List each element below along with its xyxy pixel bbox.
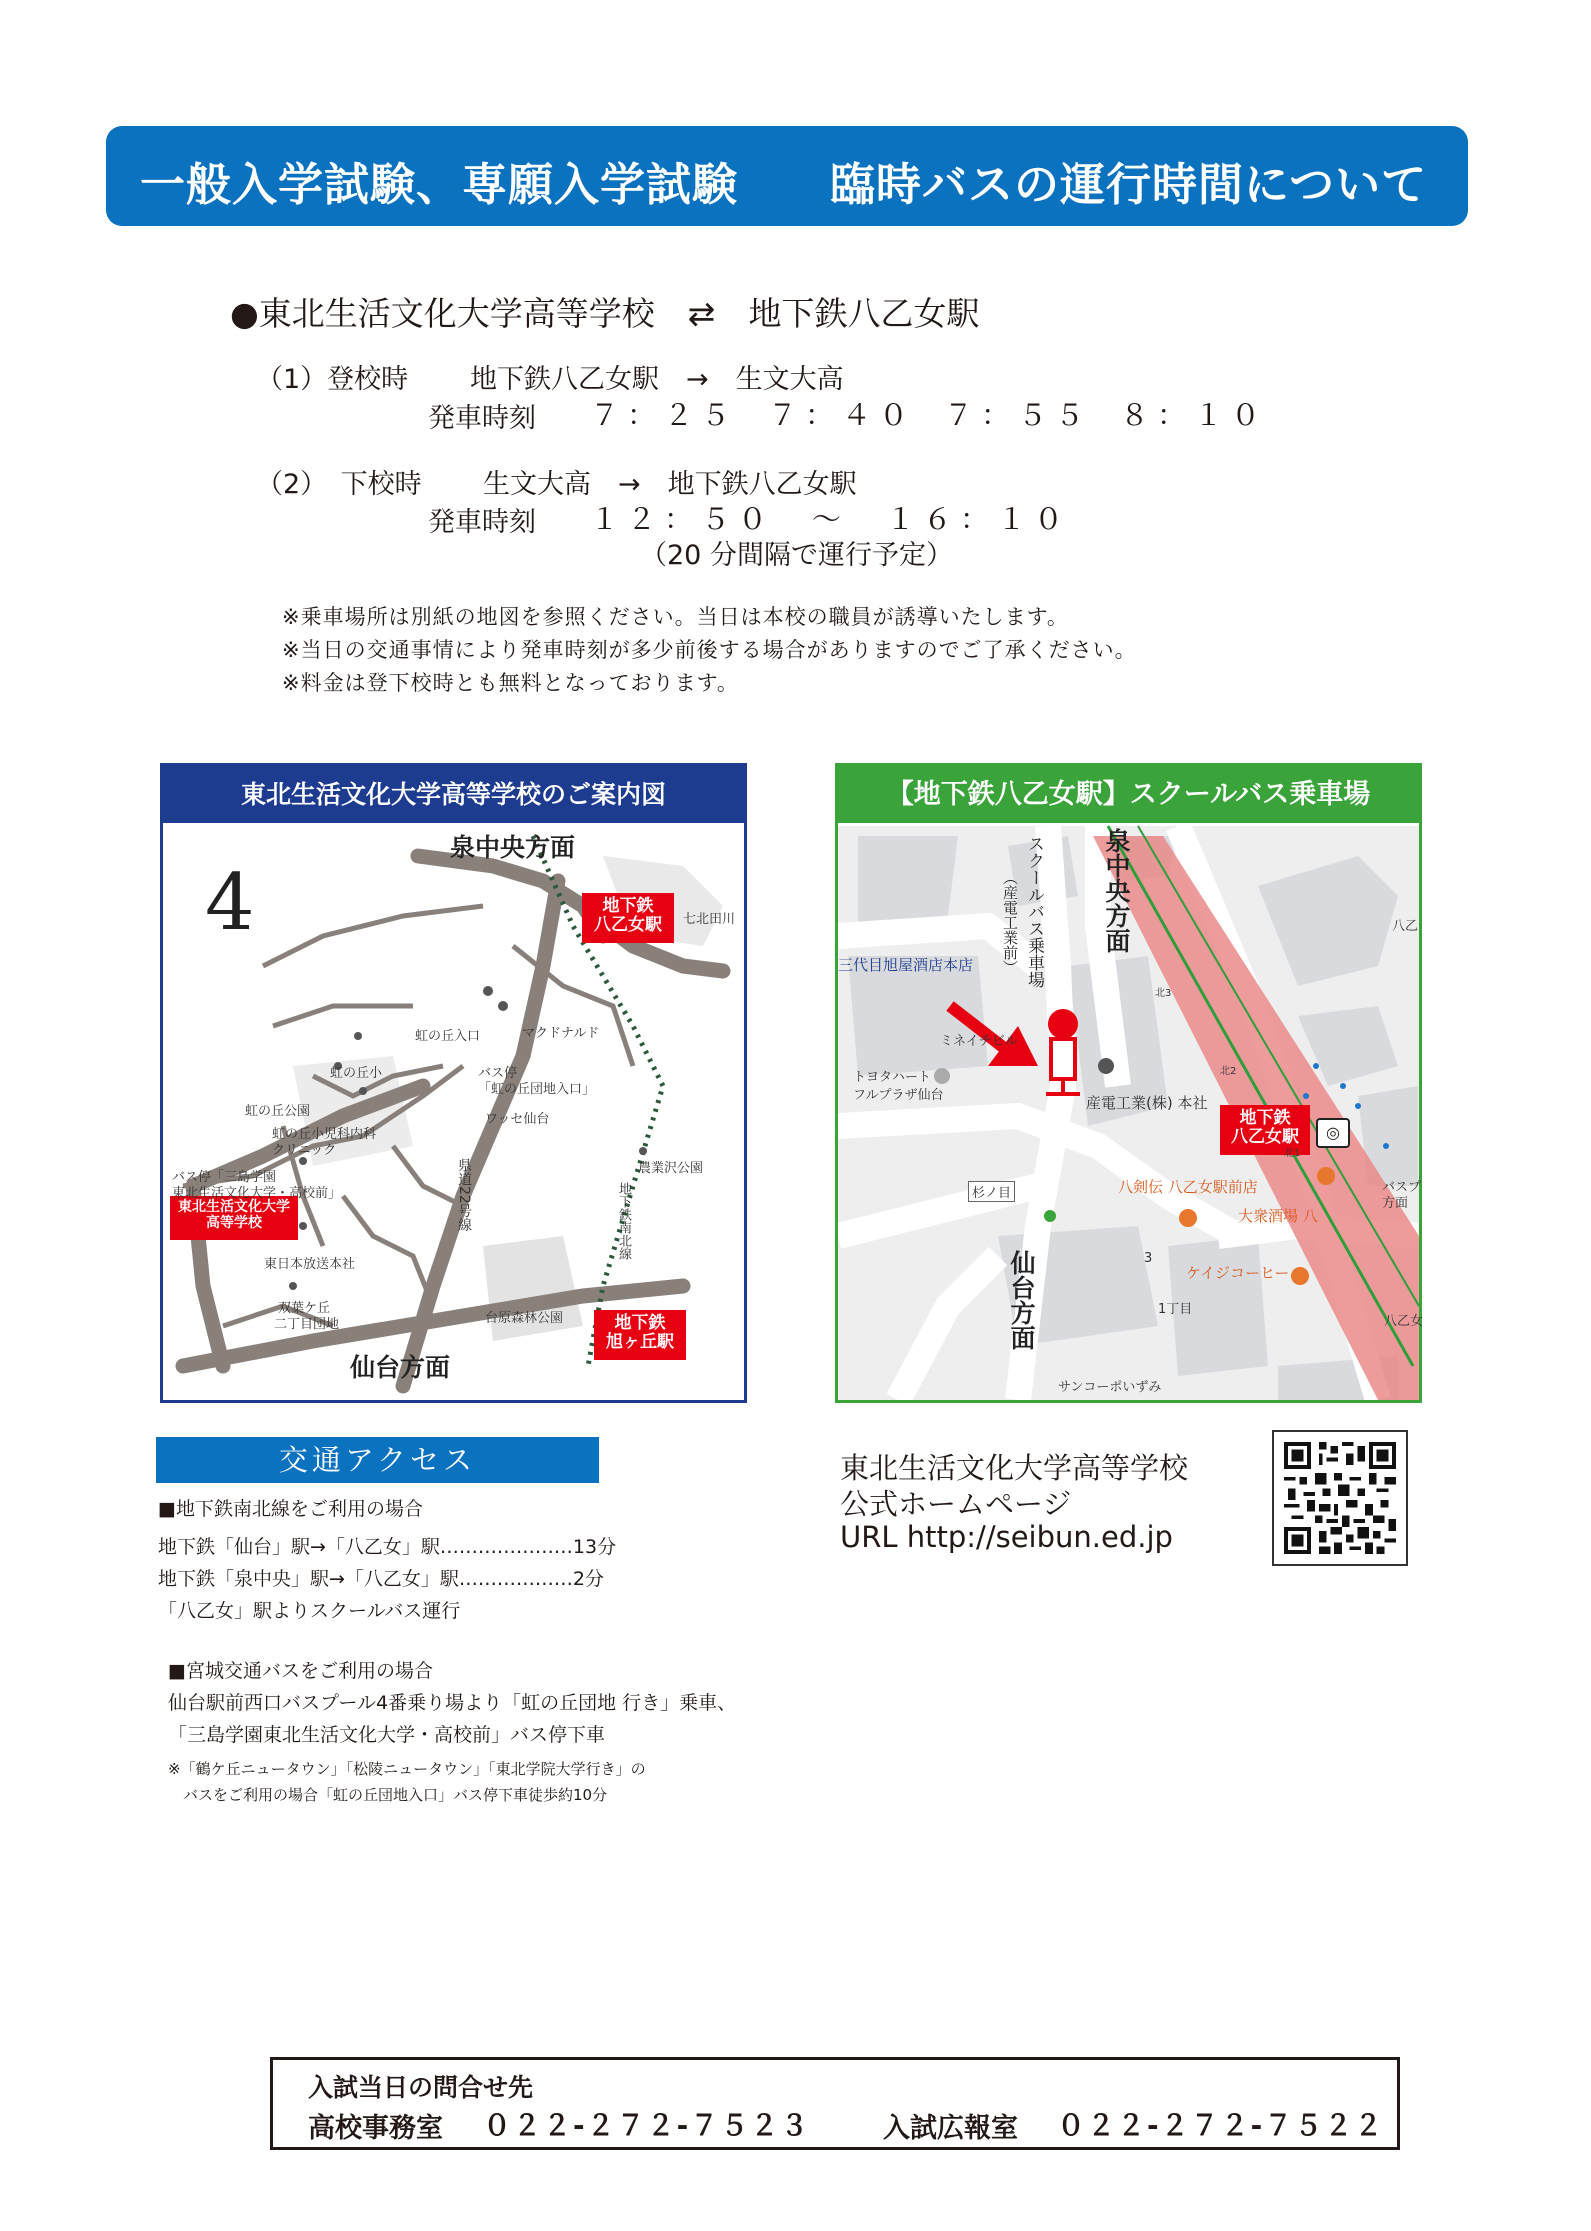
trip2-route: 生文大高 → 地下鉄八乙女駅 xyxy=(483,469,857,500)
homepage-line-1: 東北生活文化大学高等学校 xyxy=(840,1451,1189,1485)
qr-code-icon[interactable] xyxy=(1272,1430,1408,1566)
map-right-dir-top: 泉中央方面 xyxy=(1102,828,1131,953)
label-nijinooka-iriguchi: 虹の丘入口 xyxy=(415,1029,481,1044)
school-map-title: 東北生活文化大学高等学校のご案内図 xyxy=(163,766,744,823)
label-sofuu-2: 二丁目団地 xyxy=(274,1317,340,1332)
map-right-station-yaotome: 地下鉄 八乙女駅 xyxy=(1220,1105,1310,1155)
access-subway-line-2: 地下鉄「泉中央」駅→「八乙女」駅………………2分 xyxy=(158,1568,605,1590)
access-bus-line-2: 「三島学園東北生活文化大学・高校前」バス停下車 xyxy=(168,1724,606,1746)
note-1: ※乗車場所は別紙の地図を参照ください。当日は本校の職員が誘導いたします。 xyxy=(282,605,1069,629)
label-north-1: 北1 xyxy=(1284,1148,1301,1159)
access-bus-heading: ■宮城交通バスをご利用の場合 xyxy=(168,1660,433,1682)
label-hachiken: 八剣伝 八乙女駅前店 xyxy=(1118,1178,1258,1196)
contact-heading: 入試当日の問合せ先 xyxy=(308,2073,534,2102)
qr-code-pattern xyxy=(1284,1442,1396,1554)
contact-pr-phone: ０２２-２７２-７５２２ xyxy=(1057,2109,1385,2142)
contact-office-phone: ０２２-２７２-７５２３ xyxy=(483,2109,811,2142)
map-left-dir-bottom: 仙台方面 xyxy=(350,1353,451,1382)
trip1-time-2: ７：４０ xyxy=(768,398,917,432)
access-title: 交通アクセス xyxy=(156,1437,599,1483)
label-itchome: 1丁目 xyxy=(1158,1302,1193,1317)
label-north-3: 北3 xyxy=(1155,988,1172,999)
label-north-2: 北2 xyxy=(1220,1066,1237,1077)
north-indicator: 4 xyxy=(205,858,255,948)
access-bus-note-1: ※「鶴ケ丘ニュータウン」「松陵ニュータウン」「東北学院大学行き」の xyxy=(168,1760,646,1778)
map-left-station-asahigaoka: 地下鉄 旭ヶ丘駅 xyxy=(594,1310,686,1360)
label-keiji-coffee: ケイジコーヒー xyxy=(1186,1264,1290,1282)
contact-office-label: 高校事務室 xyxy=(308,2113,443,2144)
label-clinic-1: 虹の丘小児科内科 xyxy=(272,1127,377,1142)
trip2-label: （2） 下校時 xyxy=(256,469,422,500)
access-subway-heading: ■地下鉄南北線をご利用の場合 xyxy=(158,1498,423,1520)
label-daihara-park: 台原森林公園 xyxy=(485,1311,564,1326)
label-bus-stop: バス停 xyxy=(478,1066,518,1081)
label-busstop-school-1: バス停「三島学園 xyxy=(172,1170,277,1185)
access-bus-line-1: 仙台駅前西口バスプール4番乗り場より「虹の丘団地 行き」乗車、 xyxy=(168,1692,737,1714)
trip2-interval: （20 分間隔で運行予定） xyxy=(640,540,953,571)
map-right-stop-sub: （産電工業前） xyxy=(1001,870,1019,975)
trip1-route: 地下鉄八乙女駅 → 生文大高 xyxy=(470,364,844,395)
label-mineichi: ミネイチビル xyxy=(940,1034,1018,1049)
access-subway-line-3: 「八乙女」駅よりスクールバス運行 xyxy=(158,1600,461,1622)
label-toyota-1: トヨタハート xyxy=(853,1070,931,1085)
trip2-times-label: 発車時刻 xyxy=(428,507,536,538)
label-route22: 県道22号線 xyxy=(456,1158,472,1232)
map-left-school-label: 東北生活文化大学 高等学校 xyxy=(170,1196,298,1240)
label-bus-stop-name: 「虹の丘団地入口」 xyxy=(478,1082,596,1097)
contact-pr-label: 入試広報室 xyxy=(883,2113,1018,2144)
trip1-time-3: ７：５５ xyxy=(944,398,1093,432)
label-bus-right-1: バスプ xyxy=(1382,1180,1422,1195)
label-three: 3 xyxy=(1144,1251,1153,1266)
trip1-time-1: ７：２５ xyxy=(590,398,739,432)
label-hachi-bottom: 八乙女 xyxy=(1384,1314,1424,1329)
label-taishu: 大衆酒場 八 xyxy=(1238,1207,1318,1225)
route-heading: ●東北生活文化大学高等学校 ⇄ 地下鉄八乙女駅 xyxy=(230,294,980,333)
label-kitadagawa: 七北田川 xyxy=(683,912,736,927)
bus-stop-map-title: 【地下鉄八乙女駅】スクールバス乗車場 xyxy=(838,766,1419,823)
map-left-station-yaotome: 地下鉄 八乙女駅 xyxy=(582,893,674,943)
label-sun-corpo: サンコーポいずみ xyxy=(1058,1380,1162,1395)
label-busstop-school-2: 東北生活文化大学・高校前」 xyxy=(172,1186,342,1201)
trip2-time-range: １２：５０ ～ １６：１０ xyxy=(590,502,1072,536)
label-nijinooka-park: 虹の丘公園 xyxy=(245,1104,311,1119)
homepage-line-2: 公式ホームページ xyxy=(840,1487,1072,1521)
label-sake-shop: 三代目旭屋酒店本店 xyxy=(838,956,974,974)
page-title: 一般入学試験、専願入学試験 臨時バスの運行時間について xyxy=(140,158,1428,211)
label-wassei: ワッセ仙台 xyxy=(485,1112,550,1127)
trip1-label: （1）登校時 xyxy=(256,364,409,395)
access-subway-line-1: 地下鉄「仙台」駅→「八乙女」駅…………………13分 xyxy=(158,1536,617,1558)
access-bus-note-2: バスをご利用の場合「虹の丘団地入口」バス停下車徒歩約10分 xyxy=(168,1786,608,1804)
map-left-dir-top: 泉中央方面 xyxy=(450,833,576,862)
subway-logo-icon: ◎ xyxy=(1316,1118,1350,1148)
homepage-url[interactable]: URL http://seibun.ed.jp xyxy=(840,1520,1173,1554)
label-tv-station: 東日本放送本社 xyxy=(264,1257,356,1272)
label-sanden: 産電工業(株) 本社 xyxy=(1086,1094,1208,1112)
label-sofuu-1: 双葉ケ丘 xyxy=(278,1301,331,1316)
label-nijinooka-sho: 虹の丘小 xyxy=(330,1066,383,1081)
label-bus-right-2: 方面 xyxy=(1382,1196,1409,1211)
map-right-stop-label: スクールバス乗車場 xyxy=(1024,835,1044,988)
note-3: ※料金は登下校時とも無料となっております。 xyxy=(282,671,739,695)
contact-box xyxy=(270,2057,1400,2150)
label-sugi: 杉ノ目 xyxy=(968,1181,1015,1202)
label-mcdonalds: マクドナルド xyxy=(522,1026,600,1041)
map-right-dir-bottom: 仙台方面 xyxy=(1007,1250,1036,1350)
label-clinic-2: クリニック xyxy=(272,1143,337,1158)
label-toyota-2: フルプラザ仙台 xyxy=(853,1088,944,1103)
label-hachi-top: 八乙 xyxy=(1392,919,1419,934)
trip1-times-label: 発車時刻 xyxy=(428,403,536,434)
trip1-time-4: ８：１０ xyxy=(1120,398,1269,432)
label-subway-line: 地下鉄南北線 xyxy=(616,1182,631,1260)
label-yaotome-park: 農業沢公園 xyxy=(638,1161,704,1176)
note-2: ※当日の交通事情により発車時刻が多少前後する場合がありますのでご了承ください。 xyxy=(282,638,1137,662)
